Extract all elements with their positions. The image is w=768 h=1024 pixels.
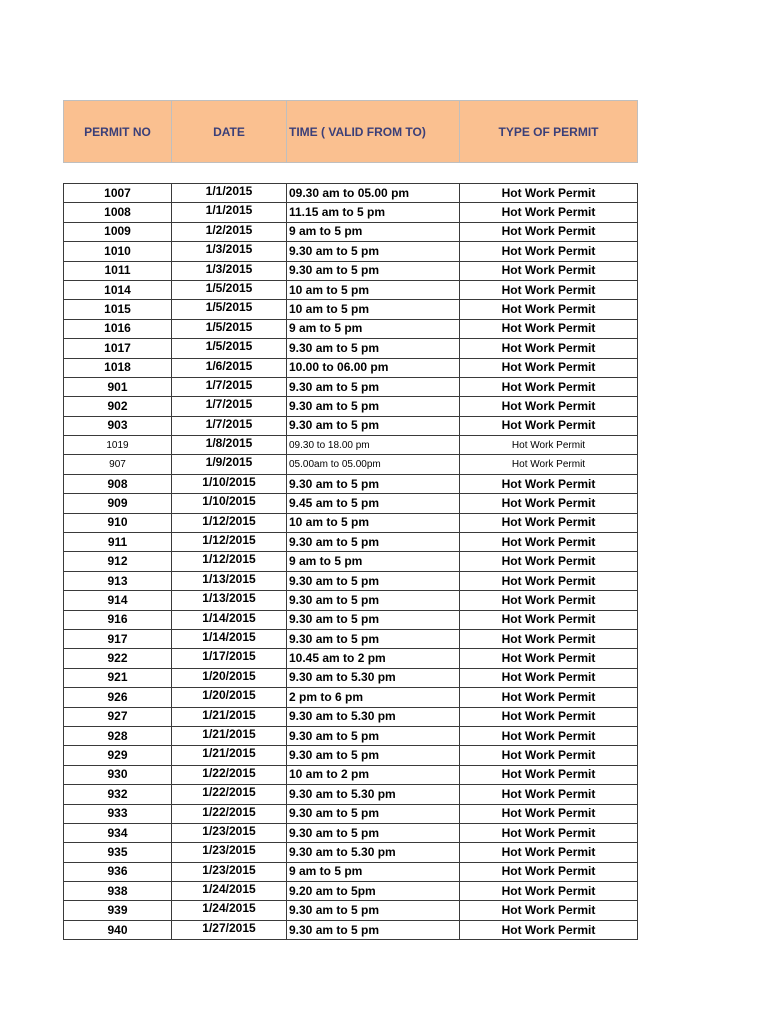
- date-cell: 1/24/2015: [172, 882, 287, 901]
- time-cell: 9.30 am to 5 pm: [287, 474, 460, 493]
- table-row: [64, 552, 638, 571]
- type-cell: Hot Work Permit: [460, 629, 638, 648]
- date-cell: 1/2/2015: [172, 222, 287, 241]
- date-cell: 1/17/2015: [172, 649, 287, 668]
- date-cell: 1/5/2015: [172, 280, 287, 299]
- date-cell: 1/23/2015: [172, 862, 287, 881]
- time-cell: 9 am to 5 pm: [287, 222, 460, 241]
- type-cell: Hot Work Permit: [460, 552, 638, 571]
- type-cell: Hot Work Permit: [460, 397, 638, 416]
- type-cell: Hot Work Permit: [460, 610, 638, 629]
- table-row: [64, 222, 638, 241]
- permit-no-cell: 910: [64, 513, 172, 532]
- time-cell: 9.30 am to 5 pm: [287, 920, 460, 939]
- type-cell: Hot Work Permit: [460, 533, 638, 552]
- type-cell: Hot Work Permit: [460, 474, 638, 493]
- time-cell: 9 am to 5 pm: [287, 319, 460, 338]
- time-cell: 9.20 am to 5pm: [287, 882, 460, 901]
- table-row: [64, 300, 638, 319]
- type-cell: Hot Work Permit: [460, 513, 638, 532]
- time-cell: 9.45 am to 5 pm: [287, 494, 460, 513]
- type-cell: Hot Work Permit: [460, 882, 638, 901]
- type-cell: Hot Work Permit: [460, 920, 638, 939]
- date-cell: 1/22/2015: [172, 765, 287, 784]
- date-cell: 1/23/2015: [172, 823, 287, 842]
- permit-no-cell: 1018: [64, 358, 172, 377]
- time-cell: 10 am to 5 pm: [287, 513, 460, 532]
- time-cell: 9.30 am to 5 pm: [287, 397, 460, 416]
- date-cell: 1/5/2015: [172, 319, 287, 338]
- date-cell: 1/9/2015: [172, 455, 287, 474]
- permit-no-cell: 1011: [64, 261, 172, 280]
- table-row: [64, 688, 638, 707]
- time-cell: 9.30 am to 5 pm: [287, 377, 460, 396]
- permit-no-cell: 1010: [64, 242, 172, 261]
- table-row: [64, 358, 638, 377]
- permit-no-cell: 1017: [64, 339, 172, 358]
- date-cell: 1/10/2015: [172, 494, 287, 513]
- time-cell: 9.30 am to 5 pm: [287, 416, 460, 435]
- table-row: [64, 882, 638, 901]
- permit-no-cell: 934: [64, 823, 172, 842]
- type-cell: Hot Work Permit: [460, 280, 638, 299]
- table-row: [64, 339, 638, 358]
- table-row: [64, 571, 638, 590]
- permit-no-cell: 1008: [64, 203, 172, 222]
- permit-no-cell: 1007: [64, 184, 172, 203]
- table-row: [64, 494, 638, 513]
- type-cell: Hot Work Permit: [460, 203, 638, 222]
- type-cell: Hot Work Permit: [460, 785, 638, 804]
- table-row: [64, 823, 638, 842]
- permit-table-header: [63, 100, 638, 163]
- table-row: [64, 474, 638, 493]
- date-cell: 1/12/2015: [172, 533, 287, 552]
- permit-rows: [64, 184, 638, 940]
- permit-no-cell: 917: [64, 629, 172, 648]
- header-gap: [63, 163, 637, 183]
- type-cell: Hot Work Permit: [460, 823, 638, 842]
- type-cell: Hot Work Permit: [460, 862, 638, 881]
- date-cell: 1/13/2015: [172, 571, 287, 590]
- table-row: [64, 377, 638, 396]
- permit-no-cell: 938: [64, 882, 172, 901]
- permit-no-cell: 909: [64, 494, 172, 513]
- permit-no-cell: 1016: [64, 319, 172, 338]
- time-cell: 10.45 am to 2 pm: [287, 649, 460, 668]
- type-cell: Hot Work Permit: [460, 358, 638, 377]
- table-row: [64, 280, 638, 299]
- permit-no-cell: 902: [64, 397, 172, 416]
- date-cell: 1/7/2015: [172, 416, 287, 435]
- type-cell: Hot Work Permit: [460, 222, 638, 241]
- header-row: [64, 101, 638, 163]
- time-cell: 9.30 am to 5.30 pm: [287, 668, 460, 687]
- table-row: [64, 862, 638, 881]
- date-cell: 1/22/2015: [172, 804, 287, 823]
- time-cell: 9.30 am to 5.30 pm: [287, 843, 460, 862]
- table-row: [64, 726, 638, 745]
- date-cell: 1/8/2015: [172, 436, 287, 455]
- permit-no-cell: 936: [64, 862, 172, 881]
- permit-no-cell: 933: [64, 804, 172, 823]
- permit-no-cell: 929: [64, 746, 172, 765]
- permit-no-cell: 939: [64, 901, 172, 920]
- table-row: [64, 184, 638, 203]
- type-cell: Hot Work Permit: [460, 494, 638, 513]
- time-cell: 9.30 am to 5 pm: [287, 242, 460, 261]
- table-row: [64, 765, 638, 784]
- permit-no-cell: 913: [64, 571, 172, 590]
- date-cell: 1/6/2015: [172, 358, 287, 377]
- time-cell: 9.30 am to 5 pm: [287, 726, 460, 745]
- date-cell: 1/13/2015: [172, 591, 287, 610]
- date-cell: 1/21/2015: [172, 726, 287, 745]
- table-row: [64, 203, 638, 222]
- permit-sheet: [63, 100, 637, 940]
- time-cell: 9.30 am to 5 pm: [287, 571, 460, 590]
- table-row: [64, 261, 638, 280]
- type-cell: Hot Work Permit: [460, 300, 638, 319]
- type-cell: Hot Work Permit: [460, 843, 638, 862]
- table-row: [64, 319, 638, 338]
- date-cell: 1/3/2015: [172, 261, 287, 280]
- permit-no-cell: 1009: [64, 222, 172, 241]
- table-row: [64, 843, 638, 862]
- permit-no-cell: 930: [64, 765, 172, 784]
- table-row: [64, 707, 638, 726]
- permit-no-cell: 932: [64, 785, 172, 804]
- table-row: [64, 920, 638, 939]
- type-cell: Hot Work Permit: [460, 707, 638, 726]
- table-row: [64, 591, 638, 610]
- permit-no-cell: 1015: [64, 300, 172, 319]
- time-cell: 05.00am to 05.00pm: [287, 455, 460, 474]
- date-cell: 1/21/2015: [172, 707, 287, 726]
- permit-no-cell: 940: [64, 920, 172, 939]
- time-cell: 09.30 am to 05.00 pm: [287, 184, 460, 203]
- date-cell: 1/14/2015: [172, 629, 287, 648]
- header-permit-no: PERMIT NO: [64, 101, 172, 163]
- time-cell: 9.30 am to 5 pm: [287, 339, 460, 358]
- date-cell: 1/24/2015: [172, 901, 287, 920]
- type-cell: Hot Work Permit: [460, 591, 638, 610]
- permit-no-cell: 926: [64, 688, 172, 707]
- table-row: [64, 649, 638, 668]
- table-row: [64, 533, 638, 552]
- type-cell: Hot Work Permit: [460, 416, 638, 435]
- date-cell: 1/3/2015: [172, 242, 287, 261]
- time-cell: 9.30 am to 5 pm: [287, 261, 460, 280]
- table-row: [64, 610, 638, 629]
- time-cell: 9.30 am to 5 pm: [287, 823, 460, 842]
- table-row: [64, 397, 638, 416]
- permit-no-cell: 921: [64, 668, 172, 687]
- date-cell: 1/1/2015: [172, 184, 287, 203]
- type-cell: Hot Work Permit: [460, 261, 638, 280]
- time-cell: 9.30 am to 5 pm: [287, 591, 460, 610]
- permit-no-cell: 1019: [64, 436, 172, 455]
- time-cell: 9.30 am to 5 pm: [287, 610, 460, 629]
- time-cell: 9.30 am to 5 pm: [287, 901, 460, 920]
- type-cell: Hot Work Permit: [460, 688, 638, 707]
- date-cell: 1/7/2015: [172, 377, 287, 396]
- date-cell: 1/5/2015: [172, 300, 287, 319]
- time-cell: 2 pm to 6 pm: [287, 688, 460, 707]
- time-cell: 9 am to 5 pm: [287, 862, 460, 881]
- type-cell: Hot Work Permit: [460, 765, 638, 784]
- date-cell: 1/5/2015: [172, 339, 287, 358]
- permit-no-cell: 916: [64, 610, 172, 629]
- type-cell: Hot Work Permit: [460, 901, 638, 920]
- date-cell: 1/14/2015: [172, 610, 287, 629]
- date-cell: 1/1/2015: [172, 203, 287, 222]
- date-cell: 1/12/2015: [172, 513, 287, 532]
- permit-no-cell: 1014: [64, 280, 172, 299]
- type-cell: Hot Work Permit: [460, 436, 638, 455]
- permit-no-cell: 914: [64, 591, 172, 610]
- date-cell: 1/27/2015: [172, 920, 287, 939]
- time-cell: 10.00 to 06.00 pm: [287, 358, 460, 377]
- table-row: [64, 455, 638, 474]
- time-cell: 10 am to 5 pm: [287, 280, 460, 299]
- time-cell: 9 am to 5 pm: [287, 552, 460, 571]
- table-row: [64, 804, 638, 823]
- time-cell: 9.30 am to 5 pm: [287, 746, 460, 765]
- table-row: [64, 436, 638, 455]
- date-cell: 1/23/2015: [172, 843, 287, 862]
- permit-no-cell: 911: [64, 533, 172, 552]
- type-cell: Hot Work Permit: [460, 242, 638, 261]
- permit-table: [63, 183, 638, 940]
- type-cell: Hot Work Permit: [460, 184, 638, 203]
- time-cell: 9.30 am to 5 pm: [287, 804, 460, 823]
- type-cell: Hot Work Permit: [460, 726, 638, 745]
- table-row: [64, 416, 638, 435]
- permit-no-cell: 927: [64, 707, 172, 726]
- date-cell: 1/7/2015: [172, 397, 287, 416]
- time-cell: 10 am to 5 pm: [287, 300, 460, 319]
- date-cell: 1/12/2015: [172, 552, 287, 571]
- permit-no-cell: 908: [64, 474, 172, 493]
- type-cell: Hot Work Permit: [460, 339, 638, 358]
- type-cell: Hot Work Permit: [460, 746, 638, 765]
- time-cell: 9.30 am to 5.30 pm: [287, 707, 460, 726]
- date-cell: 1/20/2015: [172, 668, 287, 687]
- table-row: [64, 901, 638, 920]
- date-cell: 1/10/2015: [172, 474, 287, 493]
- permit-no-cell: 922: [64, 649, 172, 668]
- header-time: TIME ( VALID FROM TO): [287, 101, 460, 163]
- date-cell: 1/20/2015: [172, 688, 287, 707]
- permit-no-cell: 907: [64, 455, 172, 474]
- header-type: TYPE OF PERMIT: [460, 101, 638, 163]
- permit-no-cell: 928: [64, 726, 172, 745]
- date-cell: 1/22/2015: [172, 785, 287, 804]
- permit-no-cell: 903: [64, 416, 172, 435]
- time-cell: 9.30 am to 5 pm: [287, 533, 460, 552]
- time-cell: 9.30 am to 5 pm: [287, 629, 460, 648]
- time-cell: 09.30 to 18.00 pm: [287, 436, 460, 455]
- permit-no-cell: 935: [64, 843, 172, 862]
- type-cell: Hot Work Permit: [460, 649, 638, 668]
- table-row: [64, 242, 638, 261]
- type-cell: Hot Work Permit: [460, 377, 638, 396]
- header-date: DATE: [172, 101, 287, 163]
- type-cell: Hot Work Permit: [460, 455, 638, 474]
- type-cell: Hot Work Permit: [460, 571, 638, 590]
- time-cell: 9.30 am to 5.30 pm: [287, 785, 460, 804]
- type-cell: Hot Work Permit: [460, 804, 638, 823]
- table-row: [64, 746, 638, 765]
- table-row: [64, 668, 638, 687]
- date-cell: 1/21/2015: [172, 746, 287, 765]
- type-cell: Hot Work Permit: [460, 319, 638, 338]
- table-row: [64, 513, 638, 532]
- time-cell: 11.15 am to 5 pm: [287, 203, 460, 222]
- permit-no-cell: 901: [64, 377, 172, 396]
- time-cell: 10 am to 2 pm: [287, 765, 460, 784]
- table-row: [64, 785, 638, 804]
- table-row: [64, 629, 638, 648]
- type-cell: Hot Work Permit: [460, 668, 638, 687]
- permit-no-cell: 912: [64, 552, 172, 571]
